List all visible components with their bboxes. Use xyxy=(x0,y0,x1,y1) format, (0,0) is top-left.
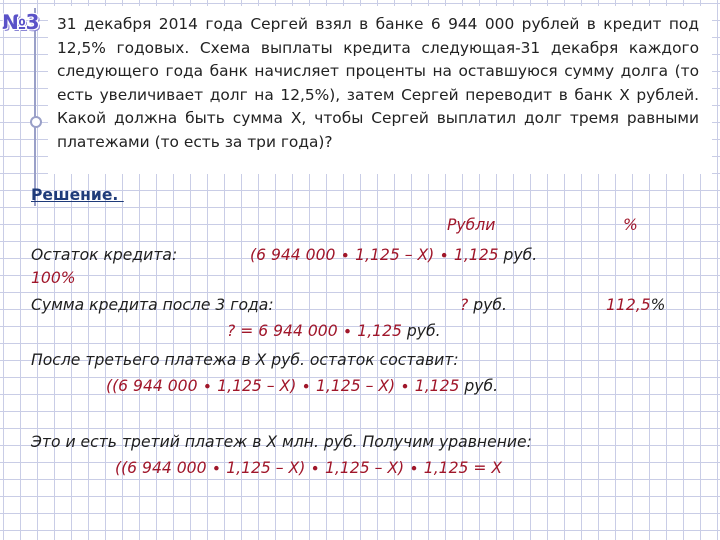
remaining-credit-percent: 100% xyxy=(31,269,76,287)
remainder-unit: руб. xyxy=(459,377,499,395)
percent-sign: % xyxy=(650,296,666,314)
percent-value: 112,5 xyxy=(606,296,651,314)
column-header-rubles: Рубли xyxy=(447,216,496,234)
credit-after-year3-value xyxy=(460,296,507,314)
column-header-percent: % xyxy=(623,216,638,234)
solution-heading: Решение. xyxy=(31,186,124,204)
unknown-mark: ? xyxy=(460,296,469,314)
remaining-credit-line xyxy=(250,246,537,264)
remaining-credit-label: Остаток кредита: xyxy=(31,246,178,264)
credit-after-year3-percent xyxy=(606,296,665,314)
bracket-ring-icon xyxy=(30,116,42,128)
remainder-line xyxy=(106,377,498,395)
final-equation: ((6 944 000 ∙ 1,125 – Х) ∙ 1,125 – Х) ∙ 1,125 = Х xyxy=(115,459,503,477)
remaining-credit-unit: руб. xyxy=(498,246,538,264)
margin-bracket xyxy=(34,8,46,206)
unknown-equation-unit: руб. xyxy=(401,322,441,340)
credit-after-year3-label: Сумма кредита после 3 года: xyxy=(31,296,274,314)
after-third-payment-text: После третьего платежа в Х руб. остаток составит: xyxy=(31,351,459,369)
unknown-equation-line xyxy=(227,322,441,340)
remaining-credit-expression: (6 944 000 ∙ 1,125 – Х) ∙ 1,125 xyxy=(250,246,499,264)
problem-statement: 31 декабря 2014 года Сергей взял в банке 6 944 000 рублей в кредит под 12,5% годовых. Схема выплаты кредита следующая-31 декабря каждого следующего года банк начисляет проценты на оставшуюся сумму долга (то есть увеличивает долг на 12,5%), затем Сергей переводит в банк Х рублей. Какой должна быть сумма Х, чтобы Сергей выплатил долг тремя равными платежами (то есть за три года)? xyxy=(57,15,699,151)
unknown-equation: ? = 6 944 000 ∙ 1,125 xyxy=(227,322,402,340)
third-payment-text: Это и есть третий платеж в Х млн. руб. Получим уравнение: xyxy=(31,433,532,451)
credit-after-year3-unit: руб. xyxy=(468,296,507,314)
problem-number-badge: №3 xyxy=(2,10,39,34)
remainder-expression: ((6 944 000 ∙ 1,125 – Х) ∙ 1,125 – Х) ∙ 1,125 xyxy=(106,377,460,395)
